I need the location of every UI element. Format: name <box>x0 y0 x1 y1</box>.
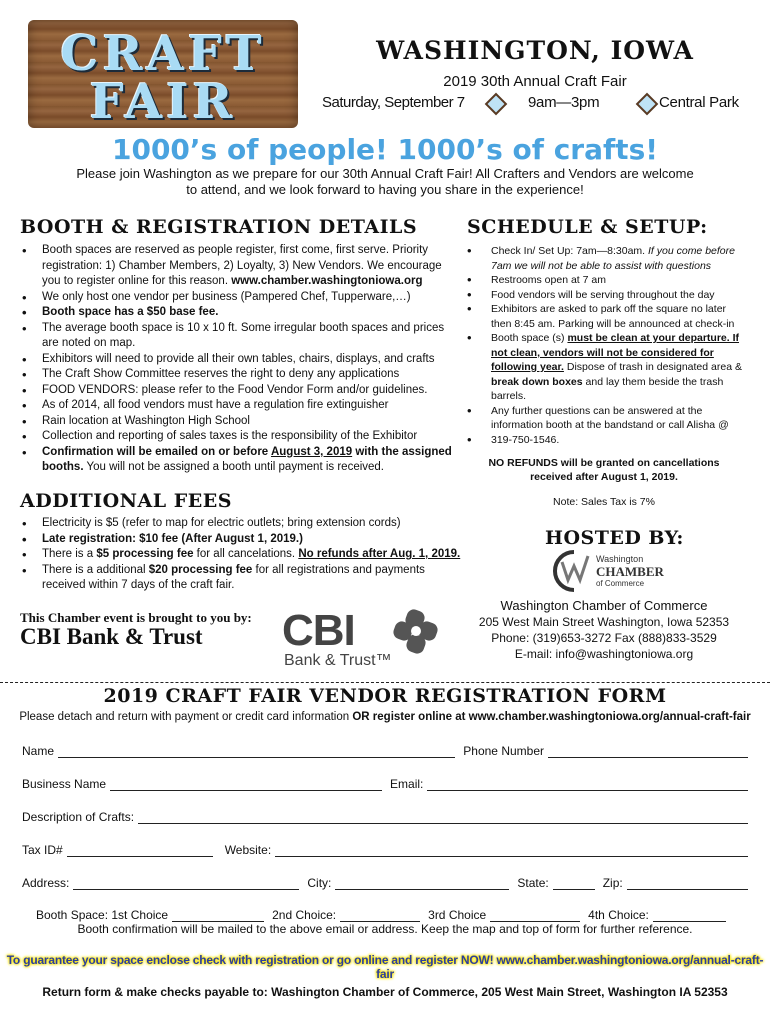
sponsor-name: CBI Bank & Trust <box>20 624 203 649</box>
business-field[interactable] <box>110 779 382 791</box>
choice2-label: 2nd Choice: <box>272 908 337 922</box>
return-address: Return form & make checks payable to: Washington Chamber of Commerce, 205 West Main Street, Washington IA 52353 <box>42 985 728 999</box>
list-item: • Check In/ Set Up: 7am—8:30am. If you come before 7am we will not be able to assist with questions <box>467 244 749 273</box>
chamber-logo-mid: CHAMBER <box>596 564 664 579</box>
city-label: City: <box>307 876 332 890</box>
city-field[interactable] <box>335 878 509 890</box>
chamber-email[interactable]: E-mail: info@washingtoniowa.org <box>514 647 694 661</box>
choice3-field[interactable] <box>490 910 580 922</box>
chamber-logo <box>552 548 672 594</box>
form-row-choices <box>36 906 726 922</box>
event-place: Central Park <box>659 94 739 111</box>
booth-heading: BOOTH & REGISTRATION DETAILS <box>20 216 418 238</box>
list-item: • The Craft Show Committee reserves the right to deny any applications <box>22 367 462 383</box>
intro-text: Please join Washington as we prepare for our 30th Annual Craft Fair! All Crafters and Vendors are welcome to attend, and we look forward to having you share in the experience! <box>76 166 694 197</box>
choice4-field[interactable] <box>653 910 726 922</box>
chamber-link[interactable]: www.chamber.washingtoniowa.org <box>231 275 423 287</box>
website-label: Website: <box>224 843 272 857</box>
email-field[interactable] <box>427 779 748 791</box>
form-instructions: Please detach and return with payment or credit card information OR register online at www.chamber.washingtoniowa.org/annual-craft-fair <box>19 711 751 723</box>
chamber-name: Washington Chamber of Commerce <box>500 598 708 613</box>
state-field[interactable] <box>553 878 595 890</box>
fees-heading: ADDITIONAL FEES <box>20 490 232 512</box>
list-item: • Booth spaces are reserved as people register, first come, first serve. Priority registration: 1) Chamber Members, 2) Loyalty, 3) New Vendors. We encourage you to register online for this reason. www.chamber.washingtoniowa.org <box>22 243 462 290</box>
list-item: • Rain location at Washington High School <box>22 414 462 430</box>
form-row-address <box>22 874 748 890</box>
chamber-contact <box>474 614 734 662</box>
schedule-heading: SCHEDULE & SETUP: <box>467 216 708 238</box>
email-label: Email: <box>390 777 424 791</box>
refund-notice: NO REFUNDS will be granted on cancellations received after August 1, 2019. <box>488 457 720 483</box>
website-field[interactable] <box>275 845 748 857</box>
list-item: • Exhibitors will need to provide all their own tables, chairs, displays, and crafts <box>22 352 462 368</box>
fees-list <box>22 516 462 594</box>
choice3-label: 3rd Choice <box>428 908 487 922</box>
logo-line-1: CRAFT <box>60 26 266 82</box>
list-item: • Confirmation will be emailed on or before August 3, 2019 with the assigned booths. You will not be assigned a booth until payment is received. <box>22 445 462 476</box>
event-time: 9am—3pm <box>528 94 600 111</box>
sponsor-label: This Chamber event is brought to you by: <box>20 610 252 625</box>
list-item: • Booth space (s) must be clean at your departure. If not clean, vendors will not be considered for following year. Dispose of trash in designated area & break down boxes and lay them beside the trash barrels. <box>467 331 749 404</box>
list-item: • Late registration: $10 fee (After August 1, 2019.) <box>22 532 462 548</box>
list-item: • There is a $5 processing fee for all cancelations. No refunds after Aug. 1, 2019. <box>22 547 462 563</box>
list-item: • As of 2014, all food vendors must have a regulation fire extinguisher <box>22 398 462 414</box>
event-date: Saturday, September 7 <box>322 94 465 111</box>
chamber-logo-top: Washington <box>596 554 644 564</box>
business-label: Business Name <box>22 777 107 791</box>
list-item: • Collection and reporting of sales taxes is the responsibility of the Exhibitor <box>22 429 462 445</box>
form-row-description <box>22 808 748 824</box>
name-field[interactable] <box>58 746 455 758</box>
list-item: • The average booth space is 10 x 10 ft. Some irregular booth spaces and prices are noted on map. <box>22 321 462 352</box>
headline: 1000’s of people! 1000’s of crafts! <box>111 133 658 166</box>
zip-label: Zip: <box>602 876 623 890</box>
name-label: Name <box>22 744 55 758</box>
cbi-logo-word: CBI <box>282 606 355 655</box>
guarantee-banner[interactable]: To guarantee your space enclose check with registration or go online and register NOW! www.chamber.washingtoniowa.org/annual-craft-fair <box>6 953 764 981</box>
list-item: • Exhibitors are asked to park off the square no later then 8:45 am. Parking will be announced at check-in <box>467 302 749 331</box>
schedule-list <box>467 244 749 447</box>
choice1-label: Booth Space: 1st Choice <box>36 908 169 922</box>
tax-note: Note: Sales Tax is 7% <box>553 496 655 508</box>
form-title: 2019 CRAFT FAIR VENDOR REGISTRATION FORM <box>103 685 667 707</box>
address-field[interactable] <box>73 878 299 890</box>
address-label: Address: <box>22 876 70 890</box>
chamber-phone: Phone: (319)653-3272 Fax (888)833-3529 <box>491 631 717 645</box>
cbi-flower-icon <box>392 608 440 656</box>
list-item: • Food vendors will be serving throughout the day <box>467 288 749 303</box>
choice2-field[interactable] <box>340 910 420 922</box>
diamond-icon <box>485 93 503 111</box>
description-field[interactable] <box>138 812 748 824</box>
hosted-heading: HOSTED BY: <box>545 527 684 549</box>
logo-line-2: FAIR <box>89 74 237 130</box>
list-item: • Booth space has a $50 base fee. <box>22 305 462 321</box>
list-item: • 319-750-1546. <box>467 433 749 448</box>
cbi-logo <box>282 604 452 674</box>
list-item: • Electricity is $5 (refer to map for electric outlets; bring extension cords) <box>22 516 462 532</box>
form-row-tax <box>22 841 748 857</box>
tax-field[interactable] <box>67 845 213 857</box>
tax-label: Tax ID# <box>22 843 63 857</box>
chamber-address: 205 West Main Street Washington, Iowa 52353 <box>478 615 730 629</box>
event-subtitle: 2019 30th Annual Craft Fair <box>443 73 627 90</box>
chamber-logo-bot: of Commerce <box>596 579 645 588</box>
choice4-label: 4th Choice: <box>588 908 649 922</box>
list-item: • Restrooms open at 7 am <box>467 273 749 288</box>
state-label: State: <box>517 876 549 890</box>
zip-field[interactable] <box>627 878 748 890</box>
page-title: WASHINGTON, IOWA <box>376 36 694 65</box>
confirmation-note: Booth confirmation will be mailed to the above email or address. Keep the map and top of form for further reference. <box>77 922 693 936</box>
detach-line <box>0 682 770 683</box>
diamond-icon <box>636 93 654 111</box>
list-item: • Any further questions can be answered at the information booth at the bandstand or call Alisha @ <box>467 404 749 433</box>
choice1-field[interactable] <box>172 910 264 922</box>
list-item: • We only host one vendor per business (Pampered Chef, Tupperware,…) <box>22 290 462 306</box>
list-item: • FOOD VENDORS: please refer to the Food Vendor Form and/or guidelines. <box>22 383 462 399</box>
form-row-business <box>22 775 748 791</box>
phone-field[interactable] <box>548 746 748 758</box>
craft-fair-logo <box>28 20 298 128</box>
description-label: Description of Crafts: <box>22 810 135 824</box>
phone-label: Phone Number <box>463 744 544 758</box>
form-row-name <box>22 742 748 758</box>
list-item: • There is a additional $20 processing fee for all registrations and payments received within 7 days of the craft fair. <box>22 563 462 594</box>
cbi-logo-sub: Bank & Trust™ <box>284 652 392 669</box>
booth-list <box>22 243 462 476</box>
